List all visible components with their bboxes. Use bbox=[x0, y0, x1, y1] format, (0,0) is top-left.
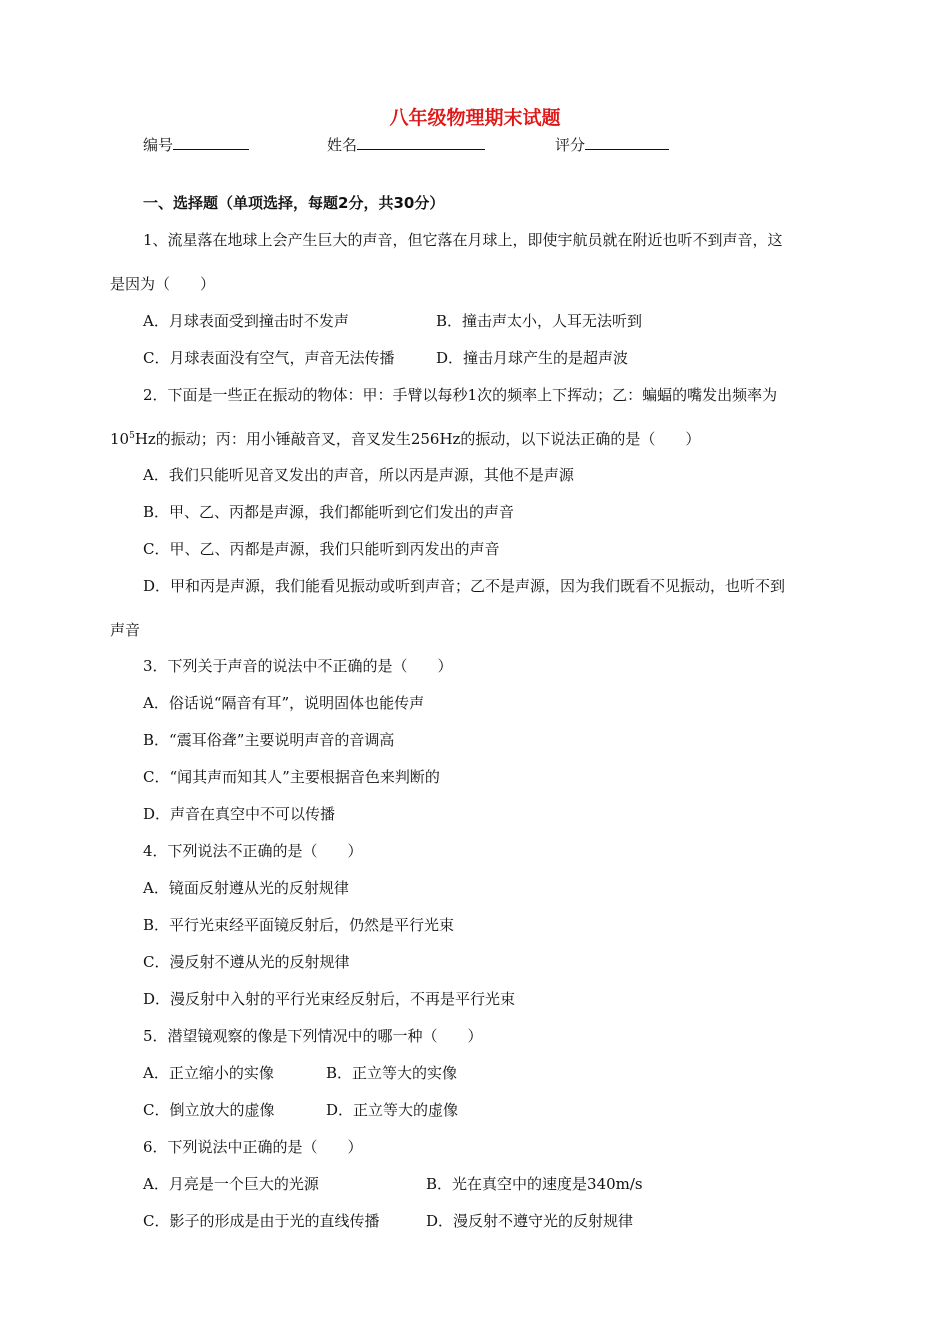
name-blank[interactable] bbox=[357, 134, 485, 150]
q3-option-d[interactable]: D．声音在真空中不可以传播 bbox=[143, 805, 336, 823]
q3-option-c[interactable]: C．“闻其声而知其人”主要根据音色来判断的 bbox=[143, 768, 440, 786]
number-label: 编号 bbox=[143, 136, 174, 154]
q2-option-c[interactable]: C．甲、乙、丙都是声源，我们只能听到丙发出的声音 bbox=[143, 540, 500, 558]
q2-exponent-base: 10 bbox=[110, 430, 130, 448]
name-field bbox=[327, 134, 485, 155]
q5-options-row1 bbox=[143, 1063, 903, 1083]
q1-option-a[interactable]: A．月球表面受到撞击时不发声 bbox=[143, 312, 349, 330]
q2-stem-line2 bbox=[110, 429, 870, 449]
exam-title: 八年级物理期末试题 bbox=[389, 107, 561, 129]
q6-option-c[interactable]: C．影子的形成是由于光的直线传播 bbox=[143, 1212, 380, 1230]
q2-option-a[interactable]: A．我们只能听见音叉发出的声音，所以丙是声源，其他不是声源 bbox=[143, 466, 574, 484]
q4-option-a[interactable]: A．镜面反射遵从光的反射规律 bbox=[143, 879, 349, 897]
q1-stem-line1: 1、流星落在地球上会产生巨大的声音，但它落在月球上，即使宇航员就在附近也听不到声音，这 bbox=[143, 231, 783, 249]
q6-option-d[interactable]: D．漫反射不遵守光的反射规律 bbox=[426, 1212, 634, 1230]
q2-stem-line2-text: Hz的振动；丙：用小锤敲音叉，音叉发生256Hz的振动，以下说法正确的是（ ） bbox=[134, 430, 701, 448]
score-label: 评分 bbox=[555, 136, 586, 154]
q2-option-d-line2[interactable]: 声音 bbox=[110, 621, 141, 639]
number-blank[interactable] bbox=[173, 134, 249, 150]
q6-option-b[interactable]: B．光在真空中的速度是340m/s bbox=[426, 1175, 643, 1193]
q4-option-b[interactable]: B．平行光束经平面镜反射后，仍然是平行光束 bbox=[143, 916, 455, 934]
q1-options-row1 bbox=[143, 311, 903, 331]
q4-stem: 4．下列说法不正确的是（ ） bbox=[143, 842, 363, 860]
q2-stem-line1: 2．下面是一些正在振动的物体：甲：手臂以每秒1次的频率上下挥动；乙：蝙蝠的嘴发出频率为 bbox=[143, 386, 778, 404]
q5-option-d[interactable]: D．正立等大的虚像 bbox=[326, 1101, 459, 1119]
q6-options-row1 bbox=[143, 1174, 903, 1194]
score-field bbox=[555, 134, 669, 155]
q4-option-c[interactable]: C．漫反射不遵从光的反射规律 bbox=[143, 953, 350, 971]
q3-stem: 3．下列关于声音的说法中不正确的是（ ） bbox=[143, 657, 453, 675]
q5-option-c[interactable]: C．倒立放大的虚像 bbox=[143, 1101, 275, 1119]
q6-stem: 6．下列说法中正确的是（ ） bbox=[143, 1138, 363, 1156]
q3-option-b[interactable]: B．“震耳俗聋”主要说明声音的音调高 bbox=[143, 731, 395, 749]
q6-options-row2 bbox=[143, 1211, 903, 1231]
q2-exponent: 5 bbox=[129, 431, 135, 441]
score-blank[interactable] bbox=[585, 134, 669, 150]
q1-option-d[interactable]: D．撞击月球产生的是超声波 bbox=[436, 349, 629, 367]
q3-option-a[interactable]: A．俗话说“隔音有耳”，说明固体也能传声 bbox=[143, 694, 425, 712]
q6-option-a[interactable]: A．月亮是一个巨大的光源 bbox=[143, 1175, 319, 1193]
q5-option-a[interactable]: A．正立缩小的实像 bbox=[143, 1064, 274, 1082]
q4-option-d[interactable]: D．漫反射中入射的平行光束经反射后，不再是平行光束 bbox=[143, 990, 516, 1008]
q5-stem: 5．潜望镜观察的像是下列情况中的哪一种（ ） bbox=[143, 1027, 483, 1045]
section-heading: 一、选择题（单项选择，每题2分，共30分） bbox=[143, 194, 445, 212]
q1-stem-line2: 是因为（ ） bbox=[110, 275, 216, 293]
q5-option-b[interactable]: B．正立等大的实像 bbox=[326, 1064, 458, 1082]
name-label: 姓名 bbox=[327, 136, 358, 154]
number-field bbox=[143, 134, 249, 155]
q1-options-row2 bbox=[143, 348, 903, 368]
q1-option-c[interactable]: C．月球表面没有空气，声音无法传播 bbox=[143, 349, 395, 367]
q2-option-d-line1[interactable]: D．甲和丙是声源，我们能看见振动或听到声音；乙不是声源，因为我们既看不见振动，也听不到 bbox=[143, 577, 786, 595]
q5-options-row2 bbox=[143, 1100, 903, 1120]
student-info-row bbox=[0, 134, 950, 158]
q2-option-b[interactable]: B．甲、乙、丙都是声源，我们都能听到它们发出的声音 bbox=[143, 503, 515, 521]
q1-option-b[interactable]: B．撞击声太小，人耳无法听到 bbox=[436, 312, 643, 330]
